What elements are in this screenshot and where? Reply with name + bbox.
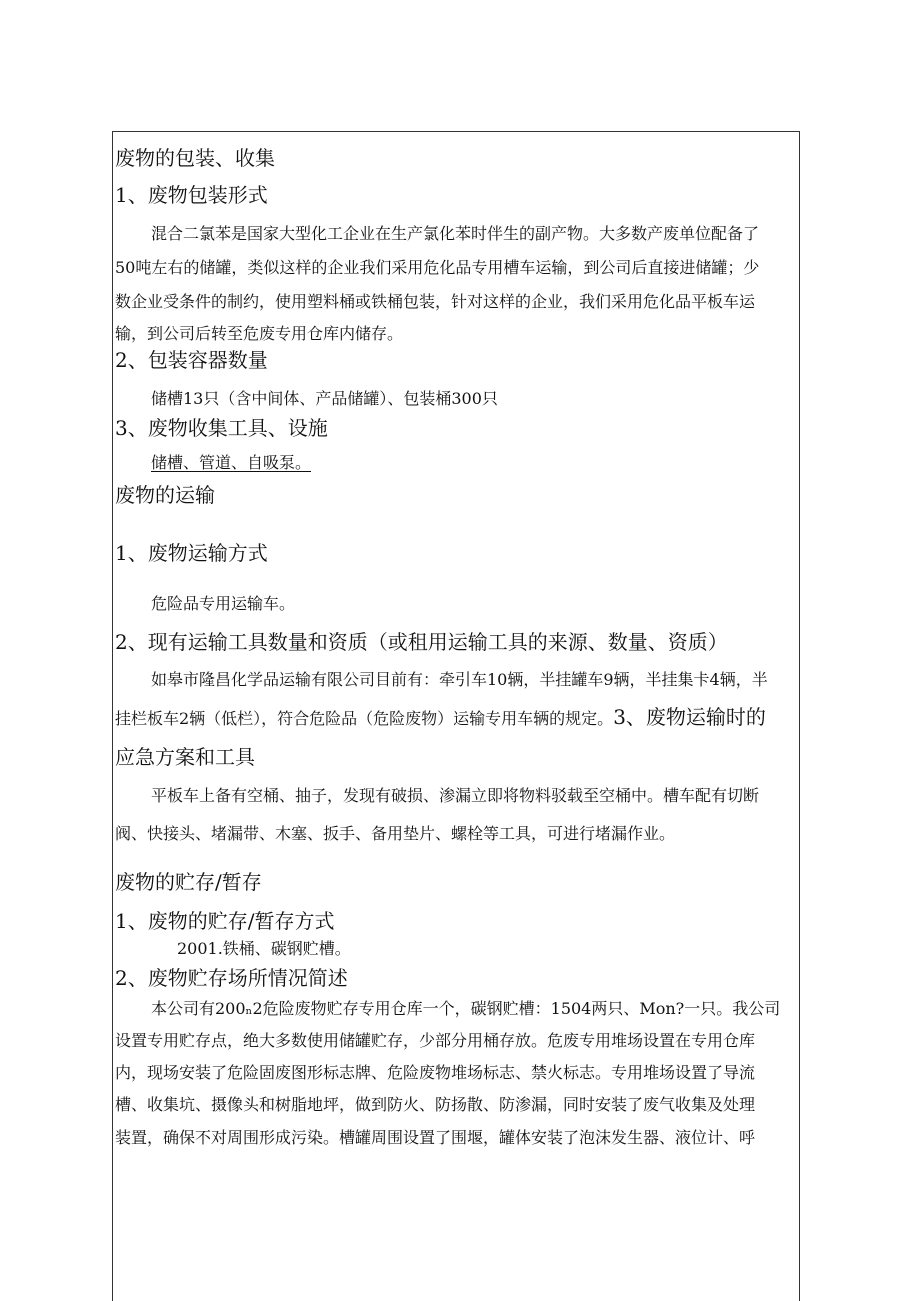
paragraph-line: 混合二氯苯是国家大型化工企业在生产氯化苯时伴生的副产物。大多数产废单位配备了	[151, 224, 760, 243]
subsection-title-container-count: 2、包装容器数量	[115, 348, 268, 372]
paragraph-line: 如皋市隆昌化学品运输有限公司目前有：牵引车10辆，半挂罐车9辆，半挂集卡4辆，半	[151, 670, 768, 689]
subsection-title-emergency: 3、废物运输时的	[613, 705, 766, 729]
paragraph-line: 阀、快接头、堵漏带、木塞、扳手、备用垫片、螺栓等工具，可进行堵漏作业。	[115, 824, 676, 843]
section-title-storage: 废物的贮存/暂存	[115, 870, 262, 894]
subsection-title-collection-tools: 3、废物收集工具、设施	[115, 416, 328, 440]
storage-method-text: 2001.铁桶、碳钢贮槽。	[177, 939, 351, 958]
subsection-title-storage-site: 2、废物贮存场所情况简述	[115, 966, 348, 990]
paragraph-line: 平板车上备有空桶、抽子，发现有破损、渗漏立即将物料驳载至空桶中。槽车配有切断	[151, 786, 760, 805]
subsection-title-transport-tools: 2、现有运输工具数量和资质（或租用运输工具的来源、数量、资质）	[115, 630, 728, 654]
paragraph-line: 内，现场安装了危险固废图形标志牌、危险废物堆场标志、禁火标志。专用堆场设置了导流	[115, 1063, 756, 1082]
subsection-title-packaging-form: 1、废物包装形式	[115, 183, 268, 207]
transport-tools-text: 挂栏板车2辆（低栏），符合危险品（危险废物）运输专用车辆的规定。	[115, 709, 614, 728]
section-title-transport: 废物的运输	[115, 483, 215, 507]
subsection-title-emergency-cont: 应急方案和工具	[115, 745, 255, 769]
paragraph-line: 50吨左右的储罐，类似这样的企业我们采用危化品专用槽车运输，到公司后直接进储罐；少	[115, 258, 760, 277]
paragraph-line: 输，到公司后转至危废专用仓库内储存。	[115, 324, 404, 343]
paragraph-line: 本公司有200ₙ2危险废物贮存专用仓库一个，碳钢贮槽：1504两只、Mon?一只。我公司	[151, 999, 781, 1018]
paragraph-line: 槽、收集坑、摄像头和树脂地坪，做到防火、防扬散、防渗漏，同时安装了废气收集及处理	[115, 1095, 756, 1114]
collection-tools-text: 储槽、管道、自吸泵。	[151, 453, 312, 472]
container-count-text: 储槽13只（含中间体、产品储罐）、包装桶300只	[151, 389, 498, 408]
section-title-packaging: 废物的包装、收集	[115, 146, 275, 170]
paragraph-line: 设置专用贮存点，绝大多数使用储罐贮存，少部分用桶存放。危废专用堆场设置在专用仓库	[115, 1031, 756, 1050]
paragraph-line	[115, 701, 766, 730]
transport-method-text: 危险品专用运输车。	[151, 594, 296, 613]
document-frame	[112, 131, 800, 1301]
subsection-title-transport-method: 1、废物运输方式	[115, 541, 268, 565]
paragraph-line: 数企业受条件的制约，使用塑料桶或铁桶包装，针对这样的企业，我们采用危化品平板车运	[115, 292, 756, 311]
subsection-title-storage-method: 1、废物的贮存/暂存方式	[115, 909, 335, 933]
paragraph-line: 装置，确保不对周围形成污染。槽罐周围设置了围堰，罐体安装了泡沫发生器、液位计、呼	[115, 1128, 756, 1147]
